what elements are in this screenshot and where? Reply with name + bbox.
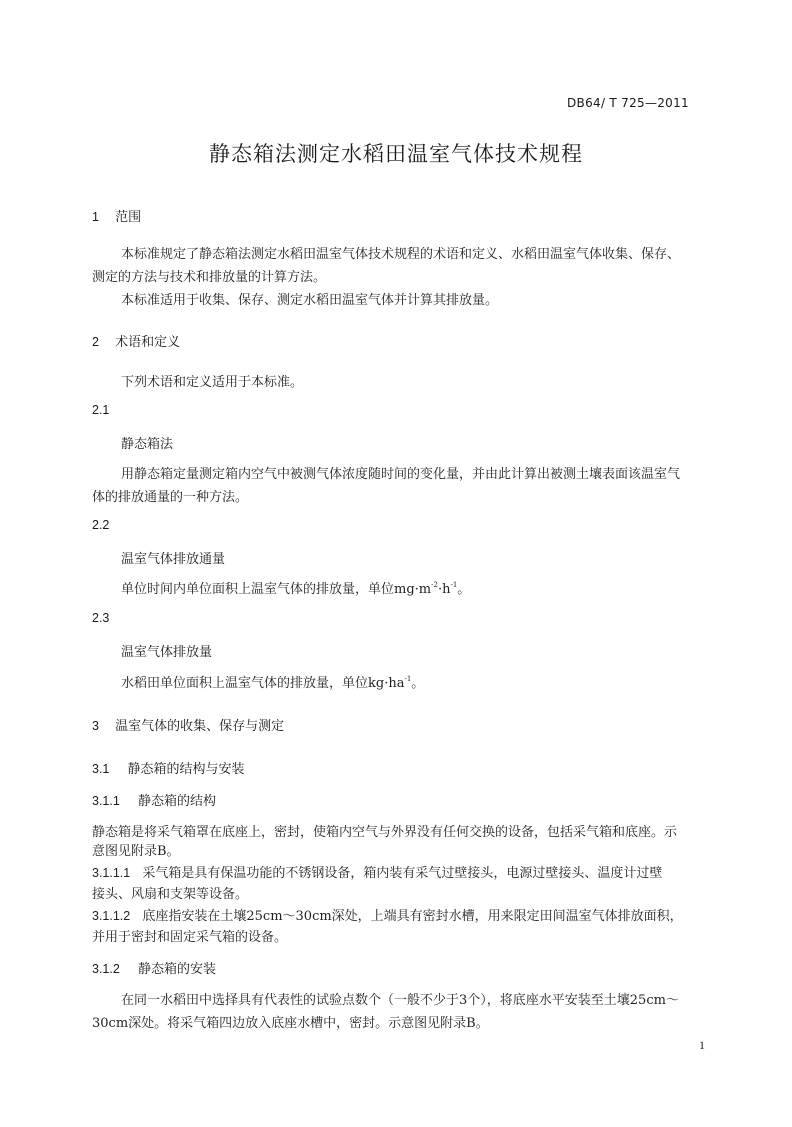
section-number: 2 xyxy=(92,335,99,349)
section-1-heading xyxy=(92,206,141,225)
paragraph-line xyxy=(121,578,470,597)
section-number: 3.1.2 xyxy=(92,962,120,976)
definition-text: 单位时间内单位面积上温室气体的排放量，单位mg·m xyxy=(121,582,432,597)
period: 。 xyxy=(411,676,425,691)
section-title: 静态箱的安装 xyxy=(137,962,216,977)
section-title: 静态箱的结构 xyxy=(137,794,216,809)
section-title: 静态箱的结构与安装 xyxy=(127,762,245,777)
definition-text: 水稻田单位面积上温室气体的排放量，单位kg·ha xyxy=(121,676,405,691)
term-number: 2.2 xyxy=(92,518,110,532)
item-text: 底座指安装在土壤25cm～30cm深处，上端具有密封水槽，用来限定田间温室气体排放面积， xyxy=(142,909,683,924)
term-name: 静态箱法 xyxy=(121,437,174,452)
section-3-heading xyxy=(92,715,284,734)
section-number: 1 xyxy=(92,210,99,224)
period: 。 xyxy=(457,582,471,597)
superscript: -2 xyxy=(431,581,438,589)
paragraph-line: 意图见附录B。 xyxy=(92,844,180,859)
section-title: 温室气体的收集、保存与测定 xyxy=(115,719,285,734)
paragraph-line: 测定的方法与技术和排放量的计算方法。 xyxy=(92,270,327,285)
paragraph-line: 30cm深处。将采气箱四边放入底座水槽中，密封。示意图见附录B。 xyxy=(92,1016,489,1031)
paragraph-line xyxy=(92,862,662,881)
subsection-3-1-heading xyxy=(92,758,245,777)
section-number: 3 xyxy=(92,719,99,733)
term-name: 温室气体排放通量 xyxy=(121,552,226,567)
term-number: 2.1 xyxy=(92,403,110,417)
section-number: 3.1.1 xyxy=(92,794,120,808)
item-text: 采气箱是具有保温功能的不锈钢设备，箱内装有采气过壁接头，电源过壁接头、温度计过壁 xyxy=(142,866,663,881)
term-name: 温室气体排放量 xyxy=(121,645,213,660)
paragraph-line: 本标准适用于收集、保存、测定水稻田温室气体并计算其排放量。 xyxy=(121,293,499,308)
paragraph-line xyxy=(92,905,683,924)
document-title: 静态箱法测定水稻田温室气体技术规程 xyxy=(209,142,583,166)
paragraph-line: 用静态箱定量测定箱内空气中被测气体浓度随时间的变化量，并由此计算出被测土壤表面该温室气 xyxy=(121,467,681,482)
subsection-3-1-1-heading xyxy=(92,790,216,809)
item-number: 3.1.1.2 xyxy=(92,909,131,923)
paragraph-line: 接头、风扇和支架等设备。 xyxy=(92,887,249,902)
section-2-heading xyxy=(92,331,180,350)
superscript: -1 xyxy=(404,675,412,683)
section-title: 术语和定义 xyxy=(115,335,181,350)
paragraph-line: 在同一水稻田中选择具有代表性的试验点数个（一般不少于3个），将底座水平安装至土壤25cm～ xyxy=(121,993,679,1008)
unit-part: ·h xyxy=(437,582,451,597)
standard-code: DB64/ T 725—2011 xyxy=(567,96,689,110)
item-number: 3.1.1.1 xyxy=(92,866,131,880)
subsection-3-1-2-heading xyxy=(92,958,216,977)
paragraph-line: 体的排放通量的一种方法。 xyxy=(92,490,249,505)
section-title: 范围 xyxy=(115,210,142,225)
paragraph-line: 静态箱是将采气箱罩在底座上，密封，使箱内空气与外界没有任何交换的设备，包括采气箱和底座。示 xyxy=(92,825,678,840)
paragraph-line xyxy=(121,672,424,691)
paragraph-line: 本标准规定了静态箱法测定水稻田温室气体技术规程的术语和定义、水稻田温室气体收集、保存、 xyxy=(121,247,681,262)
section-number: 3.1 xyxy=(92,762,110,776)
paragraph-line: 并用于密封和固定采气箱的设备。 xyxy=(92,930,288,945)
page-number: 1 xyxy=(699,1038,705,1052)
superscript: -1 xyxy=(450,581,458,589)
paragraph-line: 下列术语和定义适用于本标准。 xyxy=(121,375,304,390)
term-number: 2.3 xyxy=(92,611,110,625)
